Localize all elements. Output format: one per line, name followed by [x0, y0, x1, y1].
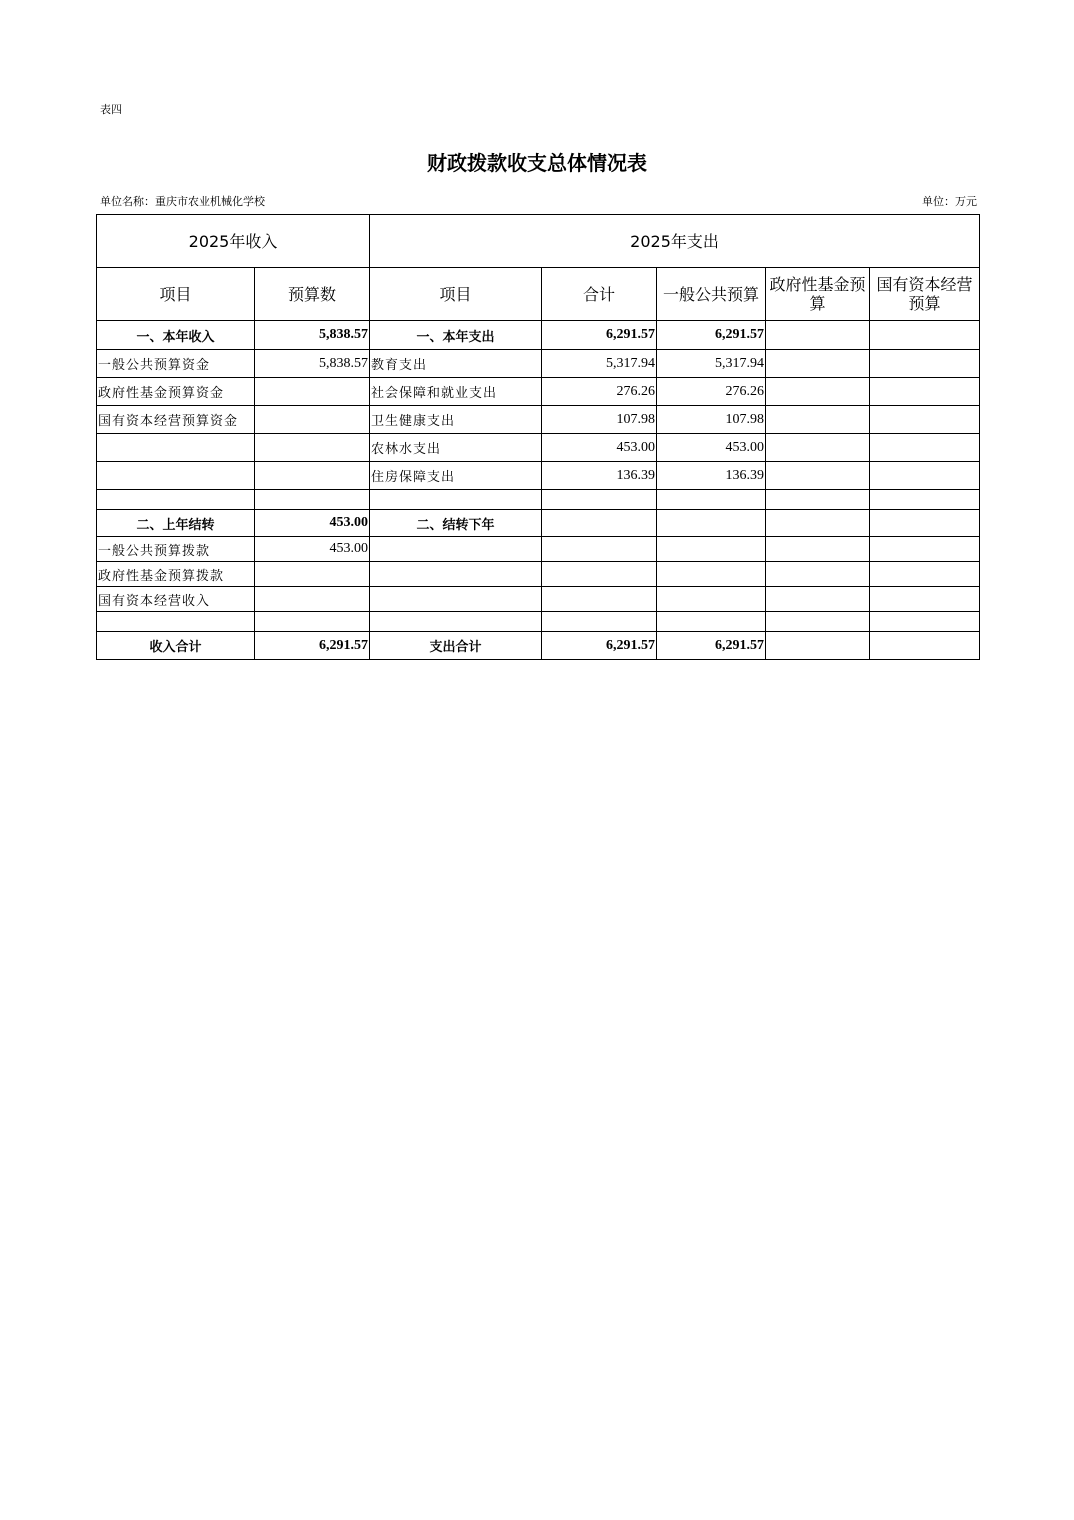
column-header-row — [97, 268, 980, 321]
expense-gov-fund — [766, 587, 870, 612]
income-item — [97, 612, 255, 632]
expense-general: 6,291.57 — [657, 321, 766, 350]
expense-item — [370, 537, 542, 562]
table-row-spacer — [97, 490, 980, 510]
table-row — [97, 321, 980, 350]
income-item: 二、上年结转 — [97, 510, 255, 537]
table-row — [97, 587, 980, 612]
income-value — [255, 378, 370, 406]
expense-general — [657, 587, 766, 612]
expense-state-capital — [870, 537, 980, 562]
income-item — [97, 462, 255, 490]
income-value — [255, 462, 370, 490]
totals-row — [97, 632, 980, 660]
income-value — [255, 434, 370, 462]
expense-total-value: 6,291.57 — [542, 632, 657, 660]
income-item: 一般公共预算资金 — [97, 350, 255, 378]
expense-gov-fund — [766, 462, 870, 490]
income-item: 政府性基金预算资金 — [97, 378, 255, 406]
expense-total — [542, 510, 657, 537]
expense-gov-fund — [766, 434, 870, 462]
income-value — [255, 562, 370, 587]
expense-item: 社会保障和就业支出 — [370, 378, 542, 406]
document-title: 财政拨款收支总体情况表 — [427, 151, 647, 175]
income-value — [255, 587, 370, 612]
income-value — [255, 406, 370, 434]
table-row — [97, 537, 980, 562]
income-item — [97, 434, 255, 462]
income-item: 一般公共预算拨款 — [97, 537, 255, 562]
expense-total: 136.39 — [542, 462, 657, 490]
expense-total-label: 支出合计 — [370, 632, 542, 660]
expense-general — [657, 510, 766, 537]
expense-state-capital — [870, 562, 980, 587]
expense-total: 453.00 — [542, 434, 657, 462]
expense-state-capital — [870, 612, 980, 632]
expense-total — [542, 587, 657, 612]
expense-item: 二、结转下年 — [370, 510, 542, 537]
unit-label: 单位：万元 — [922, 195, 977, 208]
income-total-value: 6,291.57 — [255, 632, 370, 660]
income-value: 453.00 — [255, 510, 370, 537]
expense-state-capital — [870, 587, 980, 612]
expense-gov-fund — [766, 378, 870, 406]
expense-total — [542, 612, 657, 632]
expense-total — [542, 537, 657, 562]
expense-gov-fund — [766, 612, 870, 632]
col-budget: 预算数 — [255, 268, 370, 321]
expense-gov-fund — [766, 537, 870, 562]
expense-total: 6,291.57 — [542, 321, 657, 350]
expense-item: 一、本年支出 — [370, 321, 542, 350]
unit-name: 单位名称：重庆市农业机械化学校 — [100, 195, 265, 208]
col-total: 合计 — [542, 268, 657, 321]
expense-total: 107.98 — [542, 406, 657, 434]
expense-gov-fund — [766, 350, 870, 378]
expense-state-capital — [870, 434, 980, 462]
expense-state-capital — [870, 462, 980, 490]
expense-gov-fund — [766, 632, 870, 660]
col-item-expense: 项目 — [370, 268, 542, 321]
expense-group-header: 2025年支出 — [370, 215, 980, 268]
table-row — [97, 510, 980, 537]
table-row — [97, 406, 980, 434]
expense-item: 住房保障支出 — [370, 462, 542, 490]
expense-gov-fund — [766, 490, 870, 510]
income-item: 国有资本经营预算资金 — [97, 406, 255, 434]
expense-state-capital — [870, 406, 980, 434]
expense-item: 农林水支出 — [370, 434, 542, 462]
expense-total: 276.26 — [542, 378, 657, 406]
expense-state-capital — [870, 510, 980, 537]
expense-item — [370, 490, 542, 510]
expense-gov-fund — [766, 510, 870, 537]
expense-general: 276.26 — [657, 378, 766, 406]
group-header-row — [97, 215, 980, 268]
table-row — [97, 378, 980, 406]
expense-gov-fund — [766, 406, 870, 434]
expense-general: 136.39 — [657, 462, 766, 490]
col-state-capital: 国有资本经营预算 — [870, 268, 980, 321]
expense-item — [370, 612, 542, 632]
income-item: 政府性基金预算拨款 — [97, 562, 255, 587]
expense-general — [657, 562, 766, 587]
expense-item: 教育支出 — [370, 350, 542, 378]
expense-general — [657, 537, 766, 562]
expense-total: 5,317.94 — [542, 350, 657, 378]
table-row — [97, 350, 980, 378]
expense-general: 453.00 — [657, 434, 766, 462]
expense-general: 5,317.94 — [657, 350, 766, 378]
expense-item — [370, 587, 542, 612]
income-total-label: 收入合计 — [97, 632, 255, 660]
expense-state-capital — [870, 378, 980, 406]
table-number: 表四 — [100, 103, 122, 116]
col-general: 一般公共预算 — [657, 268, 766, 321]
expense-state-capital — [870, 490, 980, 510]
budget-table — [96, 214, 980, 660]
expense-general — [657, 612, 766, 632]
income-value: 453.00 — [255, 537, 370, 562]
col-gov-fund: 政府性基金预算 — [766, 268, 870, 321]
expense-general-total: 6,291.57 — [657, 632, 766, 660]
income-value — [255, 490, 370, 510]
income-item: 一、本年收入 — [97, 321, 255, 350]
expense-gov-fund — [766, 562, 870, 587]
expense-item — [370, 562, 542, 587]
expense-state-capital — [870, 350, 980, 378]
table-row — [97, 434, 980, 462]
income-value: 5,838.57 — [255, 350, 370, 378]
expense-general: 107.98 — [657, 406, 766, 434]
expense-gov-fund — [766, 321, 870, 350]
expense-total — [542, 490, 657, 510]
income-item: 国有资本经营收入 — [97, 587, 255, 612]
income-value: 5,838.57 — [255, 321, 370, 350]
col-item-income: 项目 — [97, 268, 255, 321]
income-group-header: 2025年收入 — [97, 215, 370, 268]
expense-general — [657, 490, 766, 510]
income-item — [97, 490, 255, 510]
table-row — [97, 462, 980, 490]
table-row — [97, 562, 980, 587]
expense-state-capital — [870, 632, 980, 660]
table-row-spacer — [97, 612, 980, 632]
expense-state-capital — [870, 321, 980, 350]
income-value — [255, 612, 370, 632]
expense-item: 卫生健康支出 — [370, 406, 542, 434]
expense-total — [542, 562, 657, 587]
